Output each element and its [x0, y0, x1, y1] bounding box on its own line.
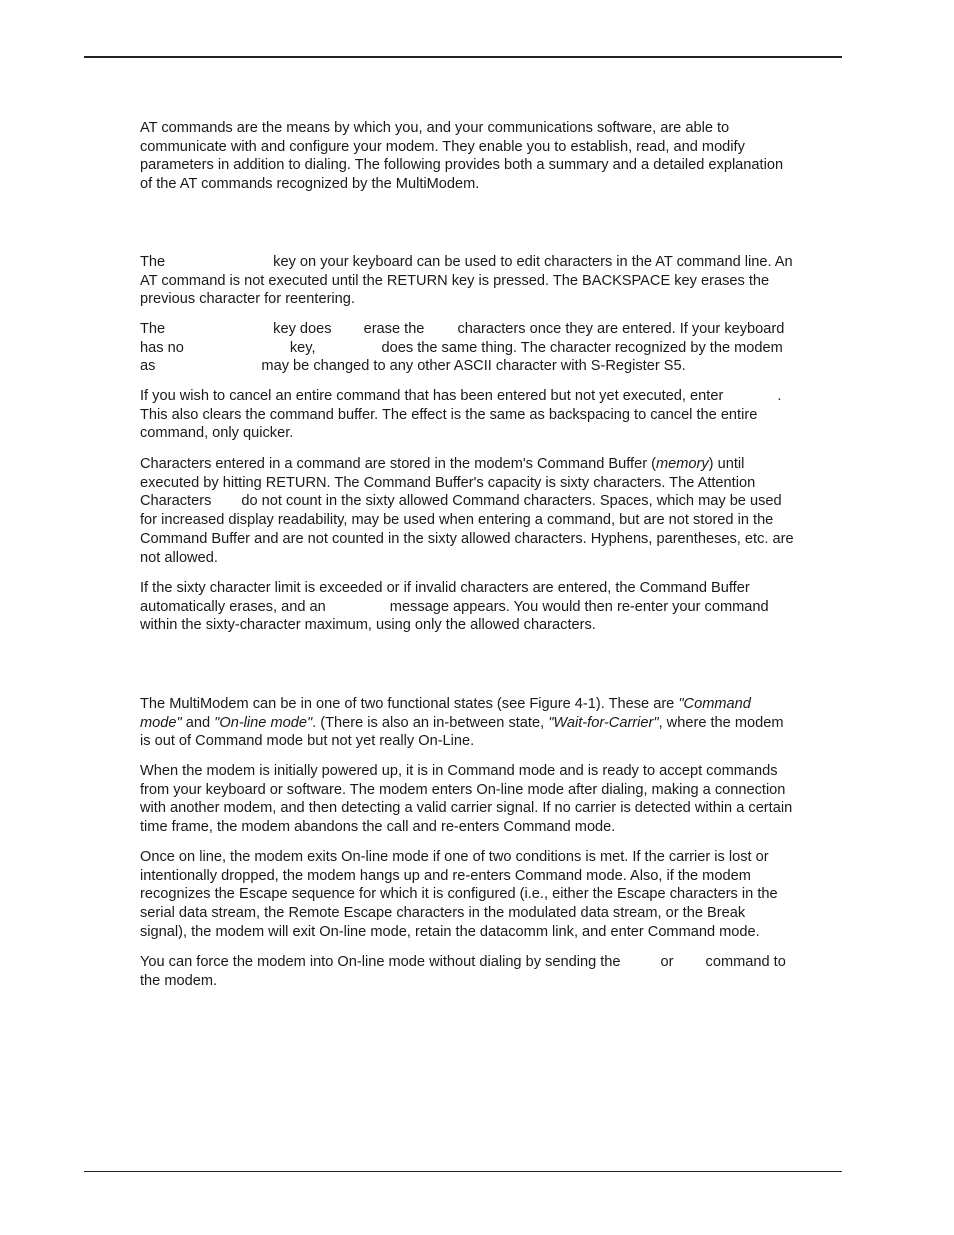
text-fragment: has no	[140, 339, 184, 356]
intro-line-2: communicate with and configure your modem. They enable you to establish, read, and modify	[140, 138, 745, 155]
text-fragment: message appears. You would then re-enter your command	[389, 598, 769, 615]
editing-p2-line-2	[140, 339, 844, 358]
text-fragment: The	[140, 254, 166, 270]
editing-p4-line-3	[140, 492, 844, 511]
modes-p3-line-2: intentionally dropped, the modem hangs up and re-enters Command mode. Also, if the modem	[140, 867, 751, 884]
editing-p2-line-3	[140, 357, 844, 376]
editing-p1-line-2: AT command is not executed until the RETURN key is pressed. The BACKSPACE key erases the	[140, 272, 770, 289]
editing-p2-line-1	[140, 320, 844, 339]
text-fragment: key,	[289, 339, 316, 356]
modes-paragraph-1	[140, 695, 844, 751]
footer-rule	[84, 1171, 842, 1172]
modes-p2-line-2: from your keyboard or software. The modem enters On-line mode after dialing, making a connection	[140, 781, 786, 798]
text-fragment-italic: mode"	[140, 714, 182, 731]
modes-p2-line-3: with another modem, and then detecting a valid carrier signal. If no carrier is detected within a certain	[140, 800, 793, 817]
text-fragment: may be changed to any other ASCII character with S-Register S5.	[261, 358, 686, 375]
modes-p3-line-3: recognizes the Escape sequence for which it is configured (i.e., either the Escape characters in the	[140, 886, 778, 903]
editing-p5-line-3: within the sixty-character maximum, using only the allowed characters.	[140, 617, 596, 634]
editing-p5-line-2	[140, 598, 844, 617]
modes-p3-line-1: Once on line, the modem exits On-line mode if one of two conditions is met. If the carrier is lost or	[140, 849, 769, 865]
intro-paragraph	[140, 119, 844, 194]
modes-paragraph-2	[140, 762, 844, 837]
text-fragment-italic: "Wait-for-Carrier"	[548, 714, 659, 731]
intro-line-3: parameters in addition to dialing. The following provides both a summary and a detailed explanation	[140, 157, 784, 174]
text-fragment: The	[140, 321, 166, 337]
modes-p2-line-4: time frame, the modem abandons the call and re-enters Command mode.	[140, 819, 616, 836]
editing-paragraph-5	[140, 579, 844, 635]
text-fragment: , where the modem	[658, 714, 784, 731]
text-fragment: You can force the modem into On-line mode without dialing by sending the	[140, 954, 621, 970]
text-fragment: do not count in the sixty allowed Command characters. Spaces, which may be used	[241, 493, 782, 510]
modes-p4-line-1	[140, 953, 844, 972]
editing-p4-line-1	[140, 455, 844, 474]
text-fragment: .	[777, 388, 782, 404]
intro-line-4: of the AT commands recognized by the MultiModem.	[140, 176, 480, 193]
intro-line-1: AT commands are the means by which you, and your communications software, are able to	[140, 120, 730, 136]
text-fragment-italic: "On-line mode"	[214, 714, 313, 731]
editing-p1-line-1	[140, 253, 844, 272]
text-fragment: If you wish to cancel an entire command that has been entered but not yet executed, enter	[140, 388, 724, 404]
editing-p3-line-3: command, only quicker.	[140, 425, 294, 442]
editing-p5-line-1: If the sixty character limit is exceeded or if invalid characters are entered, the Command Buffer	[140, 580, 750, 596]
text-fragment: Characters entered in a command are stored in the modem's Command Buffer (	[140, 456, 656, 472]
modes-p3-line-5: signal), the modem will exit On-line mode, retain the datacomm link, and enter Command mode.	[140, 923, 760, 940]
editing-p1-line-3: previous character for reentering.	[140, 291, 355, 308]
text-fragment-italic: memory	[655, 456, 709, 472]
modes-paragraph-4	[140, 953, 844, 990]
modes-p1-line-3: is out of Command mode but not yet really On-Line.	[140, 733, 475, 750]
text-fragment: or	[660, 954, 674, 970]
editing-p3-line-1	[140, 387, 844, 406]
editing-paragraph-2	[140, 320, 844, 376]
text-fragment: Characters	[140, 493, 212, 510]
editing-p4-line-6: not allowed.	[140, 549, 218, 566]
modes-p3-line-4: serial data stream, the Remote Escape characters in the modulated data stream, or the Break	[140, 905, 746, 922]
text-fragment: does the same thing. The character recognized by the modem	[381, 339, 783, 356]
text-fragment: The MultiModem can be in one of two functional states (see Figure 4-1). These are	[140, 696, 675, 712]
modes-p4-line-2: the modem.	[140, 972, 218, 989]
modes-paragraph-3	[140, 848, 844, 942]
text-fragment: key on your keyboard can be used to edit characters in the AT command line. An	[273, 254, 793, 270]
text-fragment: ) until	[708, 456, 745, 472]
modes-p2-line-1: When the modem is initially powered up, it is in Command mode and is ready to accept commands	[140, 763, 778, 779]
text-fragment: and	[185, 714, 211, 731]
modes-p1-line-1	[140, 695, 844, 714]
editing-p4-line-5: Command Buffer and are not counted in the sixty allowed characters. Hyphens, parentheses, etc. are	[140, 530, 794, 547]
editing-p4-line-4: for increased display readability, may be used when entering a command, but are not stored in the	[140, 512, 774, 529]
header-rule	[84, 56, 842, 58]
text-fragment: command to	[705, 954, 786, 970]
modes-p1-line-2	[140, 714, 844, 733]
text-fragment: . (There is also an in-between state,	[312, 714, 545, 731]
editing-p4-line-2: executed by hitting RETURN. The Command Buffer's capacity is sixty characters. The Attention	[140, 474, 756, 491]
text-fragment: characters once they are entered. If your keyboard	[457, 321, 785, 337]
text-fragment: key does	[273, 321, 332, 337]
editing-paragraph-3	[140, 387, 844, 443]
editing-p3-line-2: This also clears the command buffer. The effect is the same as backspacing to cancel the entire	[140, 406, 758, 423]
editing-paragraph-4	[140, 455, 844, 567]
text-fragment: automatically erases, and an	[140, 598, 326, 615]
editing-paragraph-1	[140, 253, 844, 309]
text-fragment: erase the	[363, 321, 425, 337]
text-fragment: as	[140, 358, 156, 375]
text-fragment-italic: "Command	[678, 696, 751, 712]
